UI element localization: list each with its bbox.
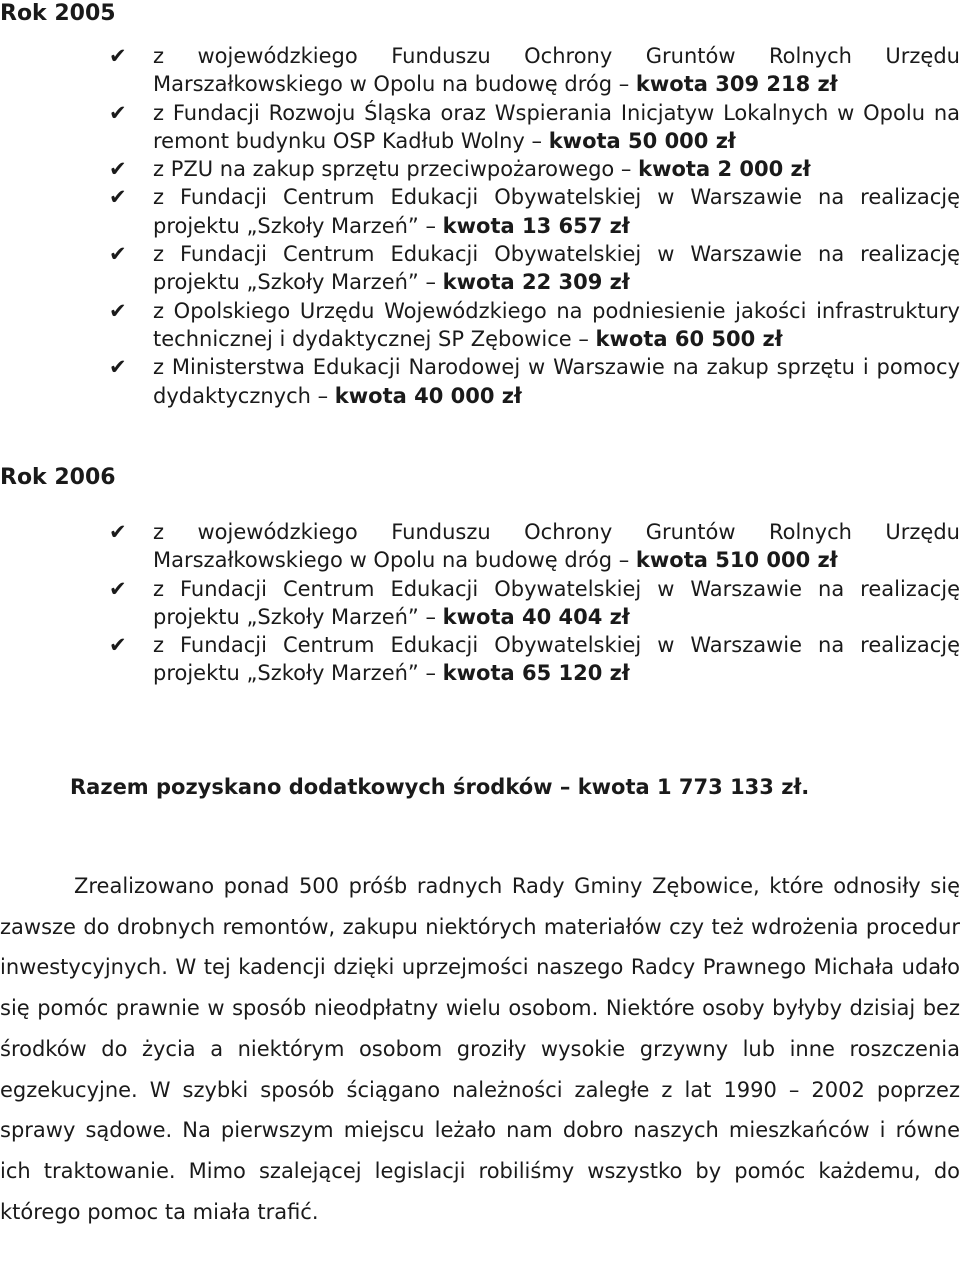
grant-description: z wojewódzkiego Funduszu Ochrony Gruntów Rolnych Urzędu Marszałkowskiego w Opolu na budowę dróg – — [153, 520, 960, 573]
grant-amount: kwota 13 657 zł — [442, 213, 630, 238]
list-item — [0, 353, 960, 410]
grant-description: z Fundacji Centrum Edukacji Obywatelskiej w Warszawie na realizację projektu „Szkoły Marzeń” – — [153, 242, 960, 295]
grant-list-2006 — [0, 518, 960, 688]
grant-amount: kwota 2 000 zł — [638, 157, 811, 182]
list-item — [0, 155, 960, 183]
list-item — [0, 518, 960, 575]
checkmark-icon: ✔ — [109, 520, 127, 544]
grant-description: z Fundacji Centrum Edukacji Obywatelskiej w Warszawie na realizację projektu „Szkoły Marzeń” – — [153, 576, 960, 629]
list-item — [0, 575, 960, 632]
grant-description: z wojewódzkiego Funduszu Ochrony Gruntów Rolnych Urzędu Marszałkowskiego w Opolu na budowę dróg – — [153, 44, 960, 97]
total-summary: Razem pozyskano dodatkowych środków – kwota 1 773 133 zł. — [70, 775, 810, 799]
grant-amount: kwota 65 120 zł — [442, 661, 630, 686]
grant-description: z PZU na zakup sprzętu przeciwpożarowego – — [153, 157, 639, 182]
grant-amount: kwota 510 000 zł — [635, 548, 838, 573]
grant-description: z Ministerstwa Edukacji Narodowej w Warszawie na zakup sprzętu i pomocy dydaktycznych – — [153, 355, 960, 408]
list-item — [0, 99, 960, 156]
checkmark-icon: ✔ — [109, 44, 127, 68]
grant-amount: kwota 22 309 zł — [442, 270, 630, 295]
grant-description: z Fundacji Rozwoju Śląska oraz Wspierania Inicjatyw Lokalnych w Opolu na remont budynku OSP Kadłub Wolny – — [153, 100, 960, 153]
grant-list-2005 — [0, 42, 960, 410]
grant-amount: kwota 40 000 zł — [334, 383, 522, 408]
grant-description: z Fundacji Centrum Edukacji Obywatelskiej w Warszawie na realizację projektu „Szkoły Marzeń” – — [153, 185, 960, 238]
checkmark-icon: ✔ — [109, 298, 127, 323]
list-item — [0, 183, 960, 240]
checkmark-icon: ✔ — [109, 100, 127, 125]
grant-amount: kwota 309 218 zł — [635, 72, 838, 97]
checkmark-icon: ✔ — [109, 355, 127, 380]
checkmark-icon: ✔ — [109, 633, 127, 658]
section-heading-2006: Rok 2006 — [0, 465, 116, 490]
list-item — [0, 297, 960, 354]
checkmark-icon: ✔ — [109, 576, 127, 601]
checkmark-icon: ✔ — [109, 242, 127, 267]
checkmark-icon: ✔ — [109, 185, 127, 210]
checkmark-icon: ✔ — [109, 157, 127, 182]
summary-paragraph: Zrealizowano ponad 500 próśb radnych Rady Gminy Zębowice, które odnosiły się zawsze do drobnych remontów, zakupu niektórych materiałów czy też wdrożenia procedur inwestycyjnych. W tej kadencji dzięki uprzejmości naszego Radcy Prawnego Michała udało się pomóc prawnie w sposób nieodpłatny wielu osobom. Niektóre osoby byłyby dzisiaj bez środków do życia a niektórym osobom groziły wysokie grzywny lub inne roszczenia egzekucyjne. W szybki sposób ściągano należności zaległe z lat 1990 – 2002 poprzez sprawy sądowe. Na pierwszym miejscu leżało nam dobro naszych mieszkańców i równe ich traktowanie. Mimo szalejącej legislacji robiliśmy wszystko by pomóc każdemu, do którego pomoc ta miała trafić. — [0, 874, 960, 1224]
list-item — [0, 631, 960, 688]
list-item — [0, 42, 960, 99]
grant-amount: kwota 40 404 zł — [442, 604, 630, 629]
grant-amount: kwota 60 500 zł — [595, 326, 783, 351]
grant-amount: kwota 50 000 zł — [548, 128, 736, 153]
section-heading-2005: Rok 2005 — [0, 1, 116, 26]
grant-description: z Opolskiego Urzędu Wojewódzkiego na podniesienie jakości infrastruktury technicznej i dydaktycznej SP Zębowice – — [153, 298, 960, 351]
grant-description: z Fundacji Centrum Edukacji Obywatelskiej w Warszawie na realizację projektu „Szkoły Marzeń” – — [153, 633, 960, 686]
list-item — [0, 240, 960, 297]
